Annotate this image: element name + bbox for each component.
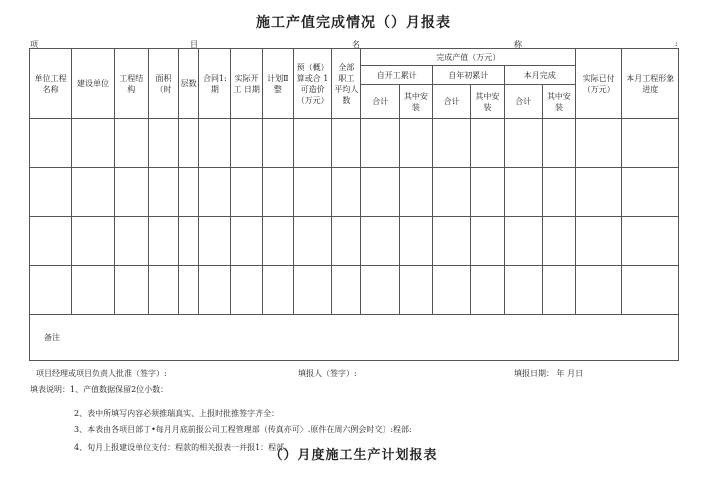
table-cell[interactable] (72, 266, 114, 315)
table-cell[interactable] (471, 266, 504, 315)
report-date-label: 填报日期： 年 月日 (514, 369, 584, 378)
remarks-row (30, 315, 679, 361)
table-cell[interactable] (72, 168, 114, 217)
header-area: 面积（时 (148, 49, 178, 119)
table-row (30, 119, 679, 168)
header-labor: 全部 职工 平均人数 (332, 49, 361, 119)
table-cell[interactable] (504, 217, 542, 266)
table-row (30, 266, 679, 315)
table-cell[interactable] (361, 119, 399, 168)
fill-instruction-3: 3、本表由各项目部丁•每月月底前报公司工程管理部（传真亦可〉.原件在周六例会时交〕:程部: (74, 425, 412, 434)
fill-instruction-4: 4、旬月上报建设单位支付：程款的相关报表一并报1：程部。 (74, 443, 293, 452)
table-cell[interactable] (399, 168, 432, 217)
header-install: 其中安装 (542, 85, 575, 119)
table-cell[interactable] (72, 217, 114, 266)
table-cell[interactable] (148, 217, 178, 266)
table-cell[interactable] (542, 119, 575, 168)
header-floors: 层数 (179, 49, 199, 119)
table-cell[interactable] (30, 217, 72, 266)
fill-instructions-heading: 填表说明：1、产值数据保留2位小数： (30, 385, 169, 394)
table-cell[interactable] (332, 217, 361, 266)
second-report-title: （）月度施工生产计划报表 (269, 448, 438, 463)
signature-line (30, 368, 680, 378)
fill-instruction-2: 2、表中所填写内容必须推瑞真实、上报时批推签字齐全： (74, 409, 280, 418)
project-label-char-4: 称 (514, 40, 522, 49)
table-cell[interactable] (293, 217, 331, 266)
table-cell[interactable] (399, 217, 432, 266)
header-progress: 本月工程形象进度 (622, 49, 679, 119)
table-cell[interactable] (504, 168, 542, 217)
table-cell[interactable] (148, 168, 178, 217)
table-cell[interactable] (332, 266, 361, 315)
table-cell[interactable] (471, 217, 504, 266)
table-cell[interactable] (179, 217, 199, 266)
table-cell[interactable] (30, 119, 72, 168)
table-cell[interactable] (262, 168, 293, 217)
header-contract-period: 合同1:期 (199, 49, 231, 119)
table-cell[interactable] (622, 266, 679, 315)
project-label-char-3: 名 (352, 40, 360, 49)
remarks-label: 备注 (30, 315, 679, 361)
header-structure: 工程结构 (114, 49, 148, 119)
table-cell[interactable] (199, 168, 231, 217)
table-row (30, 168, 679, 217)
header-completed-value: 完成产值（万元） (361, 49, 576, 66)
header-construction-unit: 建设单位 (72, 49, 114, 119)
header-since-year: 自年初累计 (432, 66, 504, 85)
reporter-signature-label: 填报人（签字）: (298, 369, 357, 378)
table-cell[interactable] (576, 168, 622, 217)
table-cell[interactable] (542, 266, 575, 315)
table-cell[interactable] (262, 217, 293, 266)
table-cell[interactable] (148, 119, 178, 168)
table-cell[interactable] (199, 119, 231, 168)
approver-signature-label: 项目经理或项目负责人批准（签字）: (36, 369, 167, 378)
table-cell[interactable] (30, 168, 72, 217)
project-label-colon: : (675, 39, 678, 48)
header-install: 其中安装 (471, 85, 504, 119)
header-since-start: 自开工累计 (361, 66, 433, 85)
report-table (29, 48, 679, 361)
table-cell[interactable] (199, 266, 231, 315)
table-cell[interactable] (293, 266, 331, 315)
table-cell[interactable] (622, 168, 679, 217)
table-cell[interactable] (399, 119, 432, 168)
table-cell[interactable] (576, 119, 622, 168)
table-cell[interactable] (576, 266, 622, 315)
header-paid: 实际已付（万元） (576, 49, 622, 119)
table-cell[interactable] (293, 119, 331, 168)
table-cell[interactable] (148, 266, 178, 315)
table-cell[interactable] (332, 168, 361, 217)
table-cell[interactable] (622, 217, 679, 266)
table-cell[interactable] (114, 266, 148, 315)
table-cell[interactable] (332, 119, 361, 168)
table-cell[interactable] (432, 217, 470, 266)
table-cell[interactable] (231, 266, 262, 315)
table-cell[interactable] (432, 119, 470, 168)
table-cell[interactable] (471, 119, 504, 168)
project-label-char-2: 目 (190, 40, 198, 49)
table-cell[interactable] (231, 168, 262, 217)
header-install: 其中安装 (399, 85, 432, 119)
table-cell[interactable] (199, 217, 231, 266)
table-cell[interactable] (504, 266, 542, 315)
table-cell[interactable] (399, 266, 432, 315)
table-row (30, 217, 679, 266)
table-cell[interactable] (114, 217, 148, 266)
header-budget-value: 预（概）算或合 1可造价（万元） (293, 49, 331, 119)
table-cell[interactable] (471, 168, 504, 217)
table-cell[interactable] (114, 119, 148, 168)
table-cell[interactable] (262, 119, 293, 168)
header-unit-project-name: 单位工程名称 (30, 49, 72, 119)
table-cell[interactable] (179, 168, 199, 217)
table-cell[interactable] (72, 119, 114, 168)
table-cell[interactable] (30, 266, 72, 315)
table-cell[interactable] (231, 217, 262, 266)
header-total: 合计 (432, 85, 470, 119)
table-cell[interactable] (576, 217, 622, 266)
header-total: 合计 (361, 85, 399, 119)
table-cell[interactable] (293, 168, 331, 217)
header-this-month: 本月完成 (504, 66, 576, 85)
table-cell[interactable] (114, 168, 148, 217)
table-cell[interactable] (179, 119, 199, 168)
table-cell[interactable] (504, 119, 542, 168)
table-cell[interactable] (542, 168, 575, 217)
table-cell[interactable] (542, 217, 575, 266)
table-cell[interactable] (231, 119, 262, 168)
project-label-char-1: 项 (30, 40, 38, 49)
table-cell[interactable] (432, 168, 470, 217)
table-cell[interactable] (361, 217, 399, 266)
table-cell[interactable] (361, 266, 399, 315)
table-cell[interactable] (432, 266, 470, 315)
table-cell[interactable] (622, 119, 679, 168)
table-cell[interactable] (361, 168, 399, 217)
table-cell[interactable] (262, 266, 293, 315)
report-title: 施工产值完成情况（）月报表 (256, 15, 451, 31)
header-total: 合计 (504, 85, 542, 119)
header-planned-finish: 计划Ⅱ整 (262, 49, 293, 119)
table-cell[interactable] (179, 266, 199, 315)
header-actual-start: 实际开工 日期 (231, 49, 262, 119)
